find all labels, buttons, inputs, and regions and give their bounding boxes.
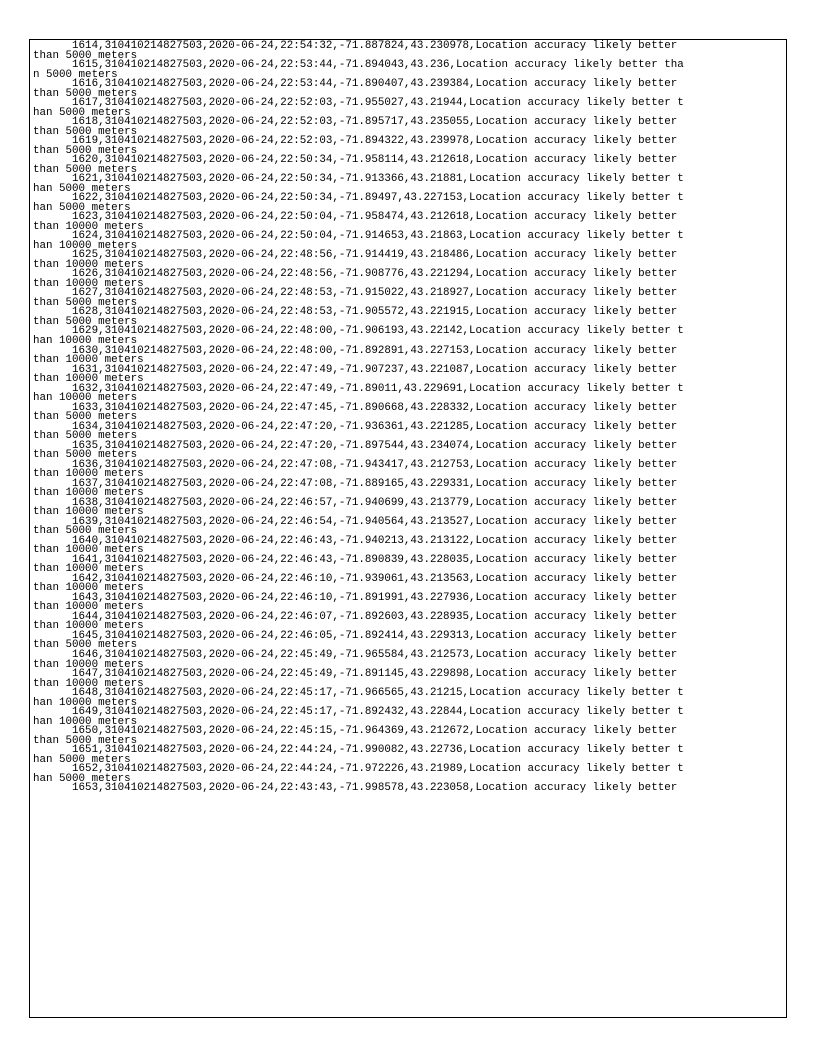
log-line: 1630,310410214827503,2020-06-24,22:48:00,-71.892891,43.227153,Location accuracy likely better xyxy=(33,344,678,357)
location-log-text xyxy=(30,40,786,794)
log-line: than 5000 meters xyxy=(33,525,138,538)
log-line: than 5000 meters xyxy=(33,639,138,652)
log-line: han 5000 meters xyxy=(33,106,131,119)
log-line: 1641,310410214827503,2020-06-24,22:46:43,-71.890839,43.228035,Location accuracy likely better xyxy=(33,553,678,566)
log-line: han 10000 meters xyxy=(33,715,138,728)
log-line: 1631,310410214827503,2020-06-24,22:47:49,-71.907237,43.221087,Location accuracy likely better xyxy=(33,363,678,376)
log-line: 1643,310410214827503,2020-06-24,22:46:10,-71.891991,43.227936,Location accuracy likely better xyxy=(33,591,678,604)
log-line: than 5000 meters xyxy=(33,87,138,100)
log-line: 1626,310410214827503,2020-06-24,22:48:56,-71.908776,43.221294,Location accuracy likely better xyxy=(33,268,678,281)
log-line: than 5000 meters xyxy=(33,125,138,138)
log-line: 1651,310410214827503,2020-06-24,22:44:24,-71.990082,43.22736,Location accuracy likely better t xyxy=(33,744,684,757)
log-line: han 5000 meters xyxy=(33,182,131,195)
log-line: than 10000 meters xyxy=(33,220,144,233)
log-line: than 10000 meters xyxy=(33,373,144,386)
log-line: 1642,310410214827503,2020-06-24,22:46:10,-71.939061,43.213563,Location accuracy likely better xyxy=(33,572,678,585)
log-line: 1621,310410214827503,2020-06-24,22:50:34,-71.913366,43.21881,Location accuracy likely better t xyxy=(33,173,684,186)
log-line: 1645,310410214827503,2020-06-24,22:46:05,-71.892414,43.229313,Location accuracy likely better xyxy=(33,629,678,642)
log-line: 1614,310410214827503,2020-06-24,22:54:32,-71.887824,43.230978,Location accuracy likely better xyxy=(33,40,678,52)
log-line: 1649,310410214827503,2020-06-24,22:45:17,-71.892432,43.22844,Location accuracy likely better t xyxy=(33,706,684,719)
log-line: han 10000 meters xyxy=(33,696,138,709)
log-line: than 10000 meters xyxy=(33,354,144,367)
log-line: 1624,310410214827503,2020-06-24,22:50:04,-71.914653,43.21863,Location accuracy likely better t xyxy=(33,230,684,243)
log-line: 1615,310410214827503,2020-06-24,22:53:44,-71.894043,43.236,Location accuracy likely better tha xyxy=(33,59,684,72)
log-line: than 10000 meters xyxy=(33,506,144,519)
log-line: 1646,310410214827503,2020-06-24,22:45:49,-71.965584,43.212573,Location accuracy likely better xyxy=(33,649,678,661)
document-page xyxy=(29,39,787,1018)
log-line: than 10000 meters xyxy=(33,544,144,557)
log-line: than 10000 meters xyxy=(33,468,144,481)
log-line: than 5000 meters xyxy=(33,315,138,328)
log-line: 1618,310410214827503,2020-06-24,22:52:03,-71.895717,43.235055,Location accuracy likely better xyxy=(33,116,678,129)
log-line: 1634,310410214827503,2020-06-24,22:47:20,-71.936361,43.221285,Location accuracy likely better xyxy=(33,420,678,433)
log-line: than 10000 meters xyxy=(33,677,144,690)
log-line: than 10000 meters xyxy=(33,601,144,614)
log-line: than 10000 meters xyxy=(33,277,144,290)
log-line: than 10000 meters xyxy=(33,487,144,500)
log-line: than 5000 meters xyxy=(33,144,138,157)
log-line: 1638,310410214827503,2020-06-24,22:46:57,-71.940699,43.213779,Location accuracy likely better xyxy=(33,496,678,509)
log-line: han 10000 meters xyxy=(33,239,138,252)
log-line: than 5000 meters xyxy=(33,430,138,443)
log-line: 1633,310410214827503,2020-06-24,22:47:45,-71.890668,43.228332,Location accuracy likely better xyxy=(33,401,678,414)
log-line: han 5000 meters xyxy=(33,772,131,785)
log-line: 1632,310410214827503,2020-06-24,22:47:49,-71.89011,43.229691,Location accuracy likely better t xyxy=(33,382,684,395)
log-line: n 5000 meters xyxy=(33,68,118,81)
log-line: than 5000 meters xyxy=(33,296,138,309)
log-line: than 5000 meters xyxy=(33,449,138,462)
log-line: 1625,310410214827503,2020-06-24,22:48:56,-71.914419,43.218486,Location accuracy likely better xyxy=(33,249,678,262)
log-line: 1636,310410214827503,2020-06-24,22:47:08,-71.943417,43.212753,Location accuracy likely better xyxy=(33,458,678,471)
log-line: than 10000 meters xyxy=(33,620,144,633)
log-line: than 5000 meters xyxy=(33,49,138,62)
log-line: 1639,310410214827503,2020-06-24,22:46:54,-71.940564,43.213527,Location accuracy likely better xyxy=(33,515,678,528)
log-line: 1628,310410214827503,2020-06-24,22:48:53,-71.905572,43.221915,Location accuracy likely better xyxy=(33,306,678,319)
log-line: than 10000 meters xyxy=(33,563,144,576)
log-line: han 5000 meters xyxy=(33,753,131,766)
log-line: han 10000 meters xyxy=(33,334,138,347)
log-line: 1622,310410214827503,2020-06-24,22:50:34,-71.89497,43.227153,Location accuracy likely better t xyxy=(33,192,684,205)
log-line: 1637,310410214827503,2020-06-24,22:47:08,-71.889165,43.229331,Location accuracy likely better xyxy=(33,477,678,490)
log-line: 1623,310410214827503,2020-06-24,22:50:04,-71.958474,43.212618,Location accuracy likely better xyxy=(33,211,678,224)
log-line: 1619,310410214827503,2020-06-24,22:52:03,-71.894322,43.239978,Location accuracy likely better xyxy=(33,135,678,148)
log-line: 1627,310410214827503,2020-06-24,22:48:53,-71.915022,43.218927,Location accuracy likely better xyxy=(33,287,678,300)
log-line: 1644,310410214827503,2020-06-24,22:46:07,-71.892603,43.228935,Location accuracy likely better xyxy=(33,610,678,623)
log-line: 1653,310410214827503,2020-06-24,22:43:43,-71.998578,43.223058,Location accuracy likely better xyxy=(33,782,678,795)
log-line: han 5000 meters xyxy=(33,201,131,214)
log-line: 1650,310410214827503,2020-06-24,22:45:15,-71.964369,43.212672,Location accuracy likely better xyxy=(33,725,678,738)
log-line: 1652,310410214827503,2020-06-24,22:44:24,-71.972226,43.21989,Location accuracy likely better t xyxy=(33,763,684,776)
log-line: than 10000 meters xyxy=(33,658,144,671)
log-line: than 5000 meters xyxy=(33,163,138,176)
log-line: 1617,310410214827503,2020-06-24,22:52:03,-71.955027,43.21944,Location accuracy likely better t xyxy=(33,97,684,110)
log-line: than 5000 meters xyxy=(33,734,138,747)
log-line: han 10000 meters xyxy=(33,392,138,405)
log-line: 1620,310410214827503,2020-06-24,22:50:34,-71.958114,43.212618,Location accuracy likely better xyxy=(33,154,678,167)
log-line: 1635,310410214827503,2020-06-24,22:47:20,-71.897544,43.234074,Location accuracy likely better xyxy=(33,439,678,452)
log-line: 1647,310410214827503,2020-06-24,22:45:49,-71.891145,43.229898,Location accuracy likely better xyxy=(33,668,678,681)
log-line: 1640,310410214827503,2020-06-24,22:46:43,-71.940213,43.213122,Location accuracy likely better xyxy=(33,534,678,547)
log-line: than 5000 meters xyxy=(33,411,138,424)
log-line: 1616,310410214827503,2020-06-24,22:53:44,-71.890407,43.239384,Location accuracy likely better xyxy=(33,78,678,91)
log-line: than 10000 meters xyxy=(33,258,144,271)
log-line: 1648,310410214827503,2020-06-24,22:45:17,-71.966565,43.21215,Location accuracy likely better t xyxy=(33,687,684,700)
log-line: 1629,310410214827503,2020-06-24,22:48:00,-71.906193,43.22142,Location accuracy likely better t xyxy=(33,325,684,338)
log-line: than 10000 meters xyxy=(33,582,144,595)
